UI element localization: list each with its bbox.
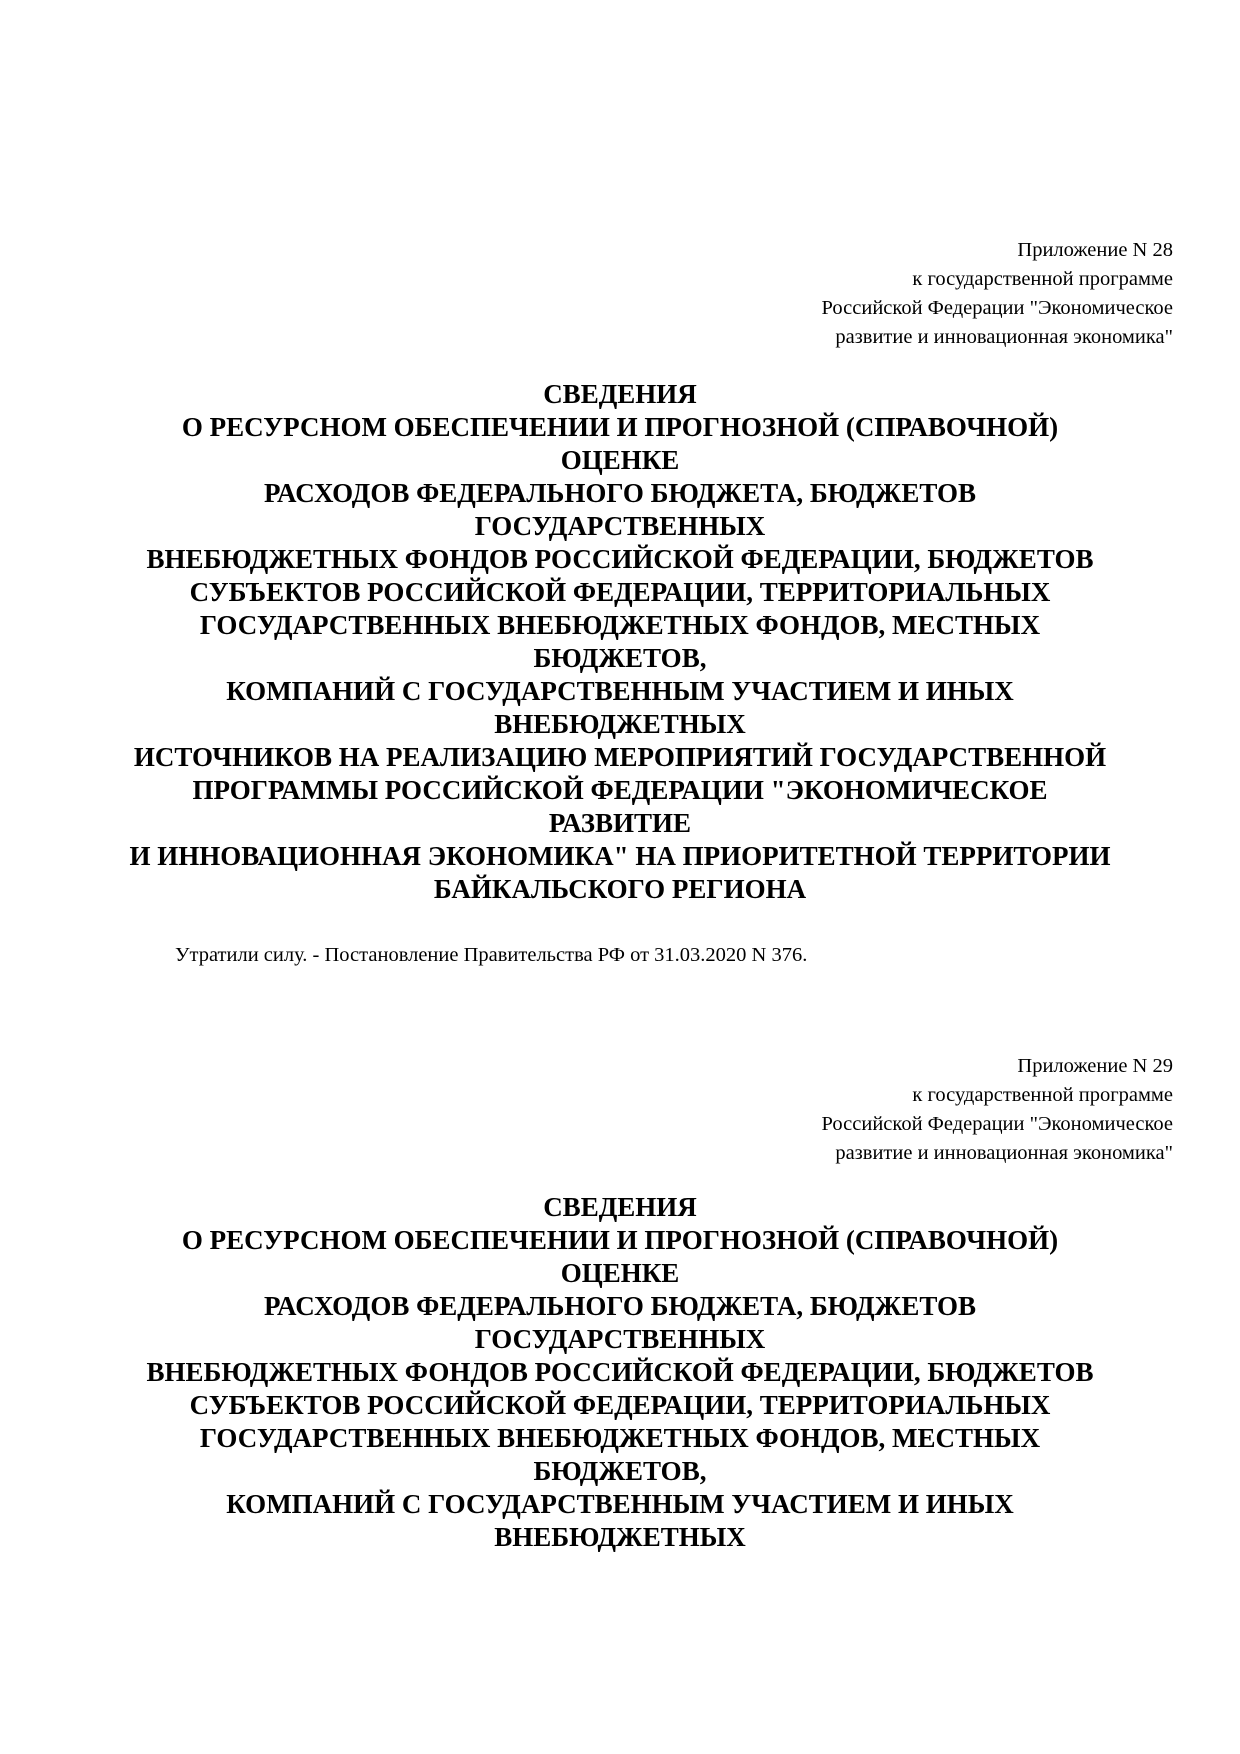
appendix-28-caption	[613, 236, 1173, 352]
heading-line: ВНЕБЮДЖЕТНЫХ	[494, 709, 746, 739]
heading-line: РАЗВИТИЕ	[548, 808, 692, 838]
heading-line: СВЕДЕНИЯ	[543, 1192, 697, 1222]
heading-line: ГОСУДАРСТВЕННЫХ ВНЕБЮДЖЕТНЫХ ФОНДОВ, МЕСТНЫХ	[199, 610, 1041, 640]
heading-line: И ИННОВАЦИОННАЯ ЭКОНОМИКА" НА ПРИОРИТЕТНОЙ ТЕРРИТОРИИ	[129, 841, 1111, 871]
appendix-29-caption	[613, 1052, 1173, 1168]
appendix-29-line: развитие и инновационная экономика"	[835, 1142, 1173, 1164]
heading-line: СУБЪЕКТОВ РОССИЙСКОЙ ФЕДЕРАЦИИ, ТЕРРИТОРИАЛЬНЫХ	[189, 577, 1051, 607]
appendix-28-number: Приложение N 28	[1017, 239, 1173, 261]
heading-line: РАСХОДОВ ФЕДЕРАЛЬНОГО БЮДЖЕТА, БЮДЖЕТОВ	[264, 478, 976, 508]
heading-line: О РЕСУРСНОМ ОБЕСПЕЧЕНИИ И ПРОГНОЗНОЙ (СПРАВОЧНОЙ)	[181, 412, 1059, 442]
heading-line: СВЕДЕНИЯ	[543, 379, 697, 409]
repeal-note: Утратили силу. - Постановление Правительства РФ от 31.03.2020 N 376.	[175, 944, 808, 966]
heading-line: БЮДЖЕТОВ,	[533, 643, 707, 673]
appendix-28-line: к государственной программе	[912, 268, 1173, 290]
heading-line: ИСТОЧНИКОВ НА РЕАЛИЗАЦИЮ МЕРОПРИЯТИЙ ГОСУДАРСТВЕННОЙ	[133, 742, 1107, 772]
heading-line: О РЕСУРСНОМ ОБЕСПЕЧЕНИИ И ПРОГНОЗНОЙ (СПРАВОЧНОЙ)	[181, 1225, 1059, 1255]
appendix-28-line: Российской Федерации "Экономическое	[821, 297, 1173, 319]
appendix-28-heading	[100, 378, 1140, 906]
heading-line: ГОСУДАРСТВЕННЫХ ВНЕБЮДЖЕТНЫХ ФОНДОВ, МЕСТНЫХ	[199, 1423, 1041, 1453]
heading-line: ВНЕБЮДЖЕТНЫХ ФОНДОВ РОССИЙСКОЙ ФЕДЕРАЦИИ, БЮДЖЕТОВ	[146, 1357, 1094, 1387]
heading-line: КОМПАНИЙ С ГОСУДАРСТВЕННЫМ УЧАСТИЕМ И ИНЫХ	[226, 1489, 1014, 1519]
appendix-29-line: Российской Федерации "Экономическое	[821, 1113, 1173, 1135]
heading-line: РАСХОДОВ ФЕДЕРАЛЬНОГО БЮДЖЕТА, БЮДЖЕТОВ	[264, 1291, 976, 1321]
heading-line: СУБЪЕКТОВ РОССИЙСКОЙ ФЕДЕРАЦИИ, ТЕРРИТОРИАЛЬНЫХ	[189, 1390, 1051, 1420]
heading-line: ОЦЕНКЕ	[560, 1258, 680, 1288]
appendix-29-line: к государственной программе	[912, 1084, 1173, 1106]
heading-line: ГОСУДАРСТВЕННЫХ	[474, 1324, 766, 1354]
appendix-29-number: Приложение N 29	[1017, 1055, 1173, 1077]
heading-line: ОЦЕНКЕ	[560, 445, 680, 475]
heading-line: БЮДЖЕТОВ,	[533, 1456, 707, 1486]
heading-line: БАЙКАЛЬСКОГО РЕГИОНА	[433, 874, 807, 904]
appendix-29-heading	[100, 1191, 1140, 1554]
heading-line: ВНЕБЮДЖЕТНЫХ ФОНДОВ РОССИЙСКОЙ ФЕДЕРАЦИИ, БЮДЖЕТОВ	[146, 544, 1094, 574]
heading-line: ГОСУДАРСТВЕННЫХ	[474, 511, 766, 541]
appendix-28-line: развитие и инновационная экономика"	[835, 326, 1173, 348]
heading-line: ПРОГРАММЫ РОССИЙСКОЙ ФЕДЕРАЦИИ "ЭКОНОМИЧЕСКОЕ	[192, 775, 1048, 805]
heading-line: КОМПАНИЙ С ГОСУДАРСТВЕННЫМ УЧАСТИЕМ И ИНЫХ	[226, 676, 1014, 706]
heading-line: ВНЕБЮДЖЕТНЫХ	[494, 1522, 746, 1552]
